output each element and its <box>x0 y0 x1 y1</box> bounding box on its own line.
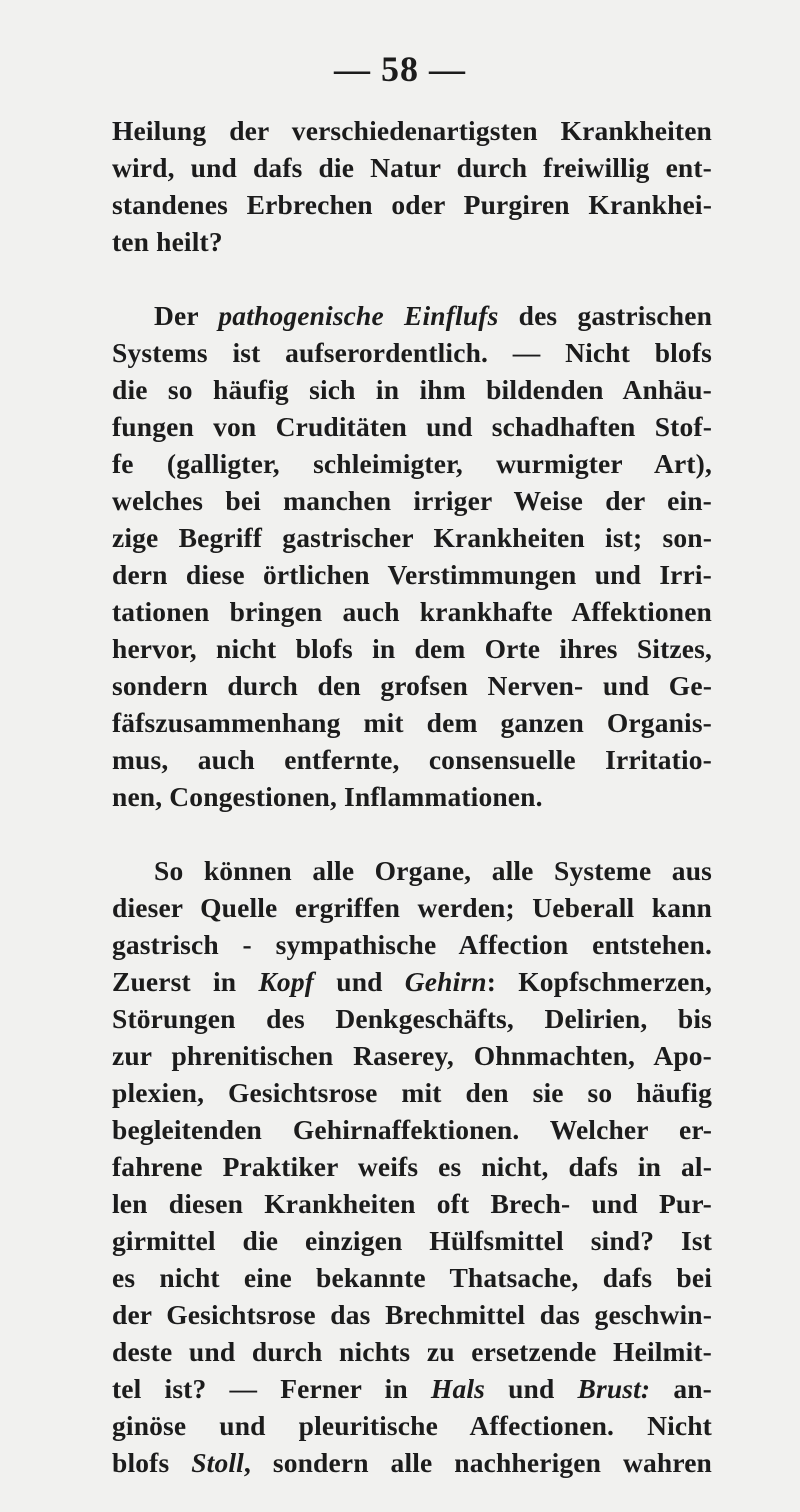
text-line: sondern durch den grofsen Nerven- und Ge- <box>112 670 712 701</box>
text-line <box>112 1370 712 1407</box>
body-text <box>112 112 712 1481</box>
text-line: ten heilt? <box>112 226 223 257</box>
text-run: , sondern alle nachherigen wahren <box>243 1447 712 1478</box>
text-line: Systems ist aufserordentlich. — Nicht blofs <box>112 337 712 368</box>
text-line: mus, auch entfernte, consensuelle Irritatio- <box>112 744 712 775</box>
text-line: dern diese örtlichen Verstimmungen und Irri- <box>112 559 712 590</box>
paragraph-2 <box>112 297 712 815</box>
emphasis-text: Kopf <box>258 966 315 997</box>
text-line: fe (galligter, schleimigter, wurmigter Art), <box>112 448 712 479</box>
text-line: girmittel die einzigen Hülfsmittel sind? Ist <box>112 1225 712 1256</box>
emphasis-text: Stoll <box>191 1447 244 1478</box>
text-line: deste und durch nichts zu ersetzende Heilmit- <box>112 1336 712 1367</box>
text-line: fungen von Cruditäten und schadhaften Stof- <box>112 411 712 442</box>
text-run: des gastrischen <box>498 300 713 331</box>
text-run: und <box>314 966 405 997</box>
text-line: fäfszusammenhang mit dem ganzen Organis- <box>112 707 712 738</box>
text-line: So können alle Organe, alle Systeme aus <box>154 855 712 886</box>
text-line: die so häufig sich in ihm bildenden Anhäu- <box>112 374 712 405</box>
text-run: : Kopfschmerzen, <box>486 966 712 997</box>
text-run: und <box>485 1373 578 1404</box>
text-line: ginöse und pleuritische Affectionen. Nicht <box>112 1410 712 1441</box>
text-line: hervor, nicht blofs in dem Orte ihres Sitzes, <box>112 633 712 664</box>
text-line: plexien, Gesichtsrose mit den sie so häufig <box>112 1077 712 1108</box>
emphasis-text: Brust: <box>577 1373 651 1404</box>
paragraph-1 <box>112 112 712 260</box>
page-number: — 58 — <box>334 49 466 89</box>
text-line: zur phrenitischen Raserey, Ohnmachten, Apo- <box>112 1040 712 1071</box>
text-line: Störungen des Denkgeschäfts, Delirien, bis <box>112 1003 712 1034</box>
paragraph-3 <box>112 852 712 1481</box>
text-line: gastrisch - sympathische Affection entstehen. <box>112 929 712 960</box>
text-run: Zuerst in <box>112 966 259 997</box>
text-line: standenes Erbrechen oder Purgiren Krankhei- <box>112 189 712 220</box>
text-line: der Gesichtsrose das Brechmittel das geschwin- <box>112 1299 712 1330</box>
emphasis-text: Hals <box>430 1373 485 1404</box>
text-line: tationen bringen auch krankhafte Affektionen <box>112 596 712 627</box>
text-line <box>112 963 712 1000</box>
text-run: Der <box>154 300 219 331</box>
text-line: zige Begriff gastrischer Krankheiten ist; son- <box>112 522 712 553</box>
text-line: wird, und dafs die Natur durch freiwillig ent- <box>112 152 712 183</box>
text-run: blofs <box>112 1447 192 1478</box>
text-line: begleitenden Gehirnaffektionen. Welcher er- <box>112 1114 712 1145</box>
text-line: welches bei manchen irriger Weise der ein- <box>112 485 712 516</box>
text-line: dieser Quelle ergriffen werden; Ueberall kann <box>112 892 712 923</box>
text-line: Heilung der verschiedenartigsten Krankheiten <box>112 115 712 146</box>
text-line: len diesen Krankheiten oft Brech- und Pur- <box>112 1188 712 1219</box>
emphasis-text: Gehirn <box>404 966 487 997</box>
text-run: tel ist? — Ferner in <box>112 1373 431 1404</box>
text-line: nen, Congestionen, Inflammationen. <box>112 781 543 812</box>
emphasis-text: pathogenische Einflufs <box>218 300 499 331</box>
text-line: es nicht eine bekannte Thatsache, dafs bei <box>112 1262 712 1293</box>
text-line: fahrene Praktiker weifs es nicht, dafs in al- <box>112 1151 712 1182</box>
text-line <box>112 1444 712 1481</box>
text-run: an- <box>650 1373 712 1404</box>
text-line <box>112 297 712 334</box>
